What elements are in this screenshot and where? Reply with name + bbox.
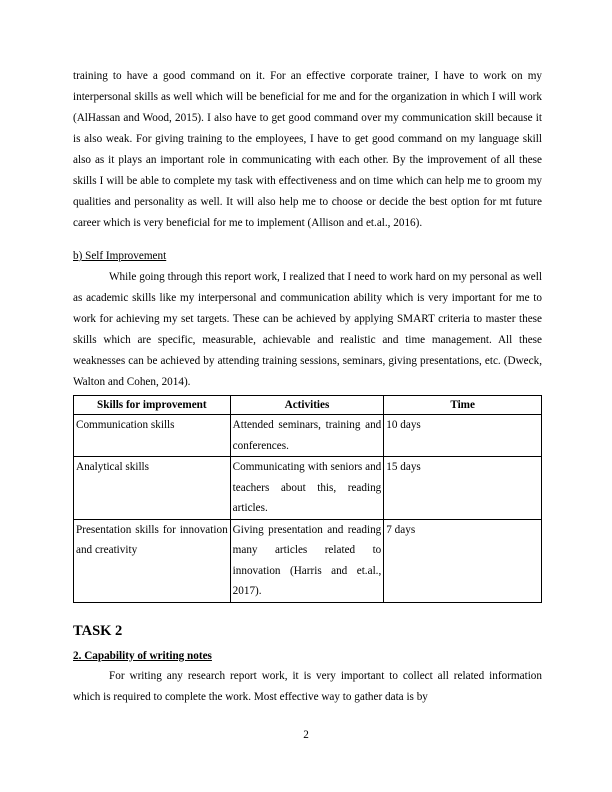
intro-paragraph: training to have a good command on it. For an effective corporate trainer, I have to work on my interpersonal skills as well which will be beneficial for me and for the organization in which I will work (AlHassan and Wood, 2015). I also have to get good command over my communication skill because it is also weak. For giving training to the employees, I have to get good command on my language skill also as it plays an important role in communicating with each other. By the improvement of all these skills I will be able to complete my task with effectiveness and on time which can help me to groom my qualities and personality as well. It will also help me to choose or decide the best option for mt future career which is very beneficial for me to implement (Allison and et.al., 2016).: [73, 70, 542, 229]
self-improvement-heading: b) Self Improvement: [73, 250, 167, 262]
self-improvement-paragraph: While going through this report work, I realized that I need to work hard on my personal as well as academic skills like my interpersonal and communication ability which is very important for me to work for achieving my set targets. These can be achieved by applying SMART criteria to master these skills which are specific, measurable, achievable and realistic and time management. All these weaknesses can be achieved by attending training sessions, seminars, giving presentations, etc. (Dweck, Walton and Cohen, 2014).: [73, 271, 542, 388]
table-header-cell: Skills for improvement: [74, 396, 231, 415]
task-heading: TASK 2: [73, 622, 123, 639]
task-paragraph: For writing any research report work, it is very important to collect all related information which is required to complete the work. Most effective way to gather data is by: [73, 669, 542, 703]
time-cell: 15 days: [384, 457, 542, 520]
table-header-cell: Time: [384, 396, 542, 415]
activity-cell: Attended seminars, training and conferences.: [230, 415, 384, 457]
table-row: [74, 415, 542, 457]
table-header-row: [74, 396, 542, 415]
table-row: [74, 519, 542, 602]
section-heading: 2. Capability of writing notes: [73, 649, 212, 662]
activity-cell: Communicating with seniors and teachers about this, reading articles.: [230, 457, 384, 520]
table-header-cell: Activities: [230, 396, 384, 415]
skill-cell: Presentation skills for innovation and creativity: [74, 519, 231, 602]
page-number: 2: [303, 729, 309, 741]
page-content: [73, 66, 542, 708]
activity-cell: Giving presentation and reading many articles related to innovation (Harris and et.al., 2017).: [230, 519, 384, 602]
skill-cell: Analytical skills: [74, 457, 231, 520]
skills-table: [73, 395, 542, 603]
skill-cell: Communication skills: [74, 415, 231, 457]
table-row: [74, 457, 542, 520]
time-cell: 7 days: [384, 519, 542, 602]
time-cell: 10 days: [384, 415, 542, 457]
